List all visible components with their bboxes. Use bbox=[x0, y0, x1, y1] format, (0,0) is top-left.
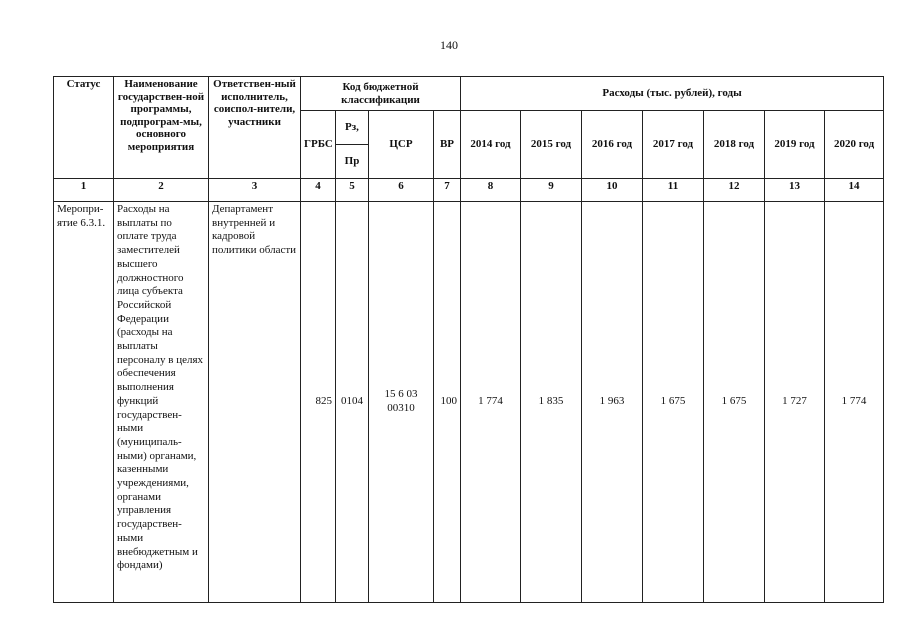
header-year-2014: 2014 год bbox=[461, 111, 521, 179]
column-number: 4 bbox=[301, 179, 336, 202]
header-year-2020: 2020 год bbox=[825, 111, 884, 179]
row-value-2017: 1 675 bbox=[643, 202, 704, 603]
header-program-name: Наименование государствен-ной программы, подпрограм-мы, основного мероприятия bbox=[114, 77, 209, 179]
column-number: 8 bbox=[461, 179, 521, 202]
column-number: 6 bbox=[369, 179, 434, 202]
row-rzpr: 0104 bbox=[336, 202, 369, 603]
column-number: 5 bbox=[336, 179, 369, 202]
header-rz: Рз, bbox=[336, 111, 369, 145]
header-grbs: ГРБС bbox=[301, 111, 336, 179]
header-expenses: Расходы (тыс. рублей), годы bbox=[461, 77, 884, 111]
column-number: 7 bbox=[434, 179, 461, 202]
header-executor: Ответствен-ный исполнитель, соиспол-нители, участники bbox=[209, 77, 301, 179]
row-csr: 15 6 03 00310 bbox=[369, 202, 434, 603]
budget-table bbox=[53, 76, 884, 603]
column-number: 11 bbox=[643, 179, 704, 202]
header-status: Статус bbox=[54, 77, 114, 179]
page-number: 140 bbox=[440, 38, 458, 52]
row-value-2019: 1 727 bbox=[765, 202, 825, 603]
row-value-2015: 1 835 bbox=[521, 202, 582, 603]
header-pr: Пр bbox=[336, 145, 369, 179]
column-number-row bbox=[54, 179, 884, 202]
header-year-2015: 2015 год bbox=[521, 111, 582, 179]
row-executor: Департамент внутренней и кадровой политики области bbox=[209, 202, 301, 603]
column-number: 10 bbox=[582, 179, 643, 202]
row-program-name: Расходы на выплаты по оплате труда заместителей высшего должностного лица субъекта Российской Федерации (расходы на выплаты персоналу в целях обеспечения выполнения функций государствен-ными (муниципаль-ными) органами, казенными учреждениями, органами управления государствен-ными внебюджетным и фондами) bbox=[114, 202, 209, 603]
header-year-2018: 2018 год bbox=[704, 111, 765, 179]
column-number: 13 bbox=[765, 179, 825, 202]
column-number: 1 bbox=[54, 179, 114, 202]
column-number: 9 bbox=[521, 179, 582, 202]
table-row bbox=[54, 202, 884, 603]
row-status: Меропри-ятие 6.3.1. bbox=[54, 202, 114, 603]
row-value-2014: 1 774 bbox=[461, 202, 521, 603]
header-year-2019: 2019 год bbox=[765, 111, 825, 179]
column-number: 12 bbox=[704, 179, 765, 202]
header-budget-code: Код бюджетной классификации bbox=[301, 77, 461, 111]
row-vr: 100 bbox=[434, 202, 461, 603]
header-csr: ЦСР bbox=[369, 111, 434, 179]
column-number: 14 bbox=[825, 179, 884, 202]
header-vr: ВР bbox=[434, 111, 461, 179]
header-year-2016: 2016 год bbox=[582, 111, 643, 179]
row-value-2016: 1 963 bbox=[582, 202, 643, 603]
column-number: 2 bbox=[114, 179, 209, 202]
header-year-2017: 2017 год bbox=[643, 111, 704, 179]
row-value-2020: 1 774 bbox=[825, 202, 884, 603]
row-grbs: 825 bbox=[301, 202, 336, 603]
column-number: 3 bbox=[209, 179, 301, 202]
row-value-2018: 1 675 bbox=[704, 202, 765, 603]
